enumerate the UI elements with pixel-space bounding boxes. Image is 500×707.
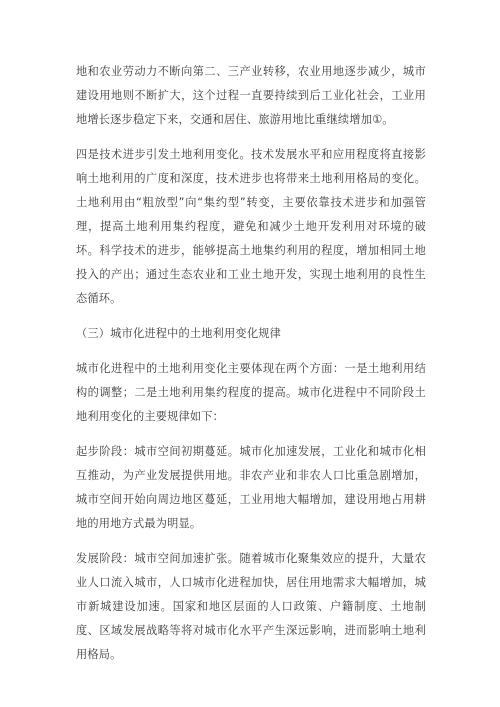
- section-heading: （三）城市化进程中的土地利用变化规律: [76, 327, 281, 340]
- paragraph-initial-stage: 起步阶段：城市空间初期蔓延。城市化加速发展，工业化和城市化相互推动，为产业发展提供用地。非农产业和非农人口比重急剧增加，城市空间开始向周边地区蔓延，工业用地大幅增加，建设用地占用耕地的用地方式最为明显。: [76, 445, 426, 530]
- paragraph-urbanization-overview: 城市化进程中的土地利用变化主要体现在两个方面：一是土地利用结构的调整；二是土地利用集约程度的提高。城市化进程中不同阶段土地利用变化的主要规律如下：: [76, 362, 426, 423]
- paragraph-land-transfer: 地和农业劳动力不断向第二、三产业转移，农业用地逐步减少，城市建设用地则不断扩大，这个过程一直要持续到后工业化社会，工业用地增长逐步稳定下来，交通和居住、旅游用地比重继续增加①。: [76, 65, 426, 126]
- paragraph-development-stage: 发展阶段：城市空间加速扩张。随着城市化聚集效应的提升，大量农业人口流入城市，人口城市化进程加快，居住用地需求大幅增加，城市新城建设加速。国家和地区层面的人口政策、户籍制度、土地制度、区域发展战略等将对城市化水平产生深远影响，进而影响土地利用格局。: [76, 552, 426, 661]
- paragraph-technology-progress: 四是技术进步引发土地利用变化。技术发展水平和应用程度将直接影响土地利用的广度和深度，技术进步也将带来土地利用格局的变化。土地利用由“粗放型”向“集约型”转变，主要依靠技术进步和加强管理，提高土地利用集约程度，避免和减少土地开发利用对环境的破坏。科学技术的进步，能够提高土地集约利用的程度，增加相同土地投入的产出；通过生态农业和工业土地开发，实现土地利用的良性生态循环。: [76, 148, 426, 305]
- document-body: [76, 60, 426, 678]
